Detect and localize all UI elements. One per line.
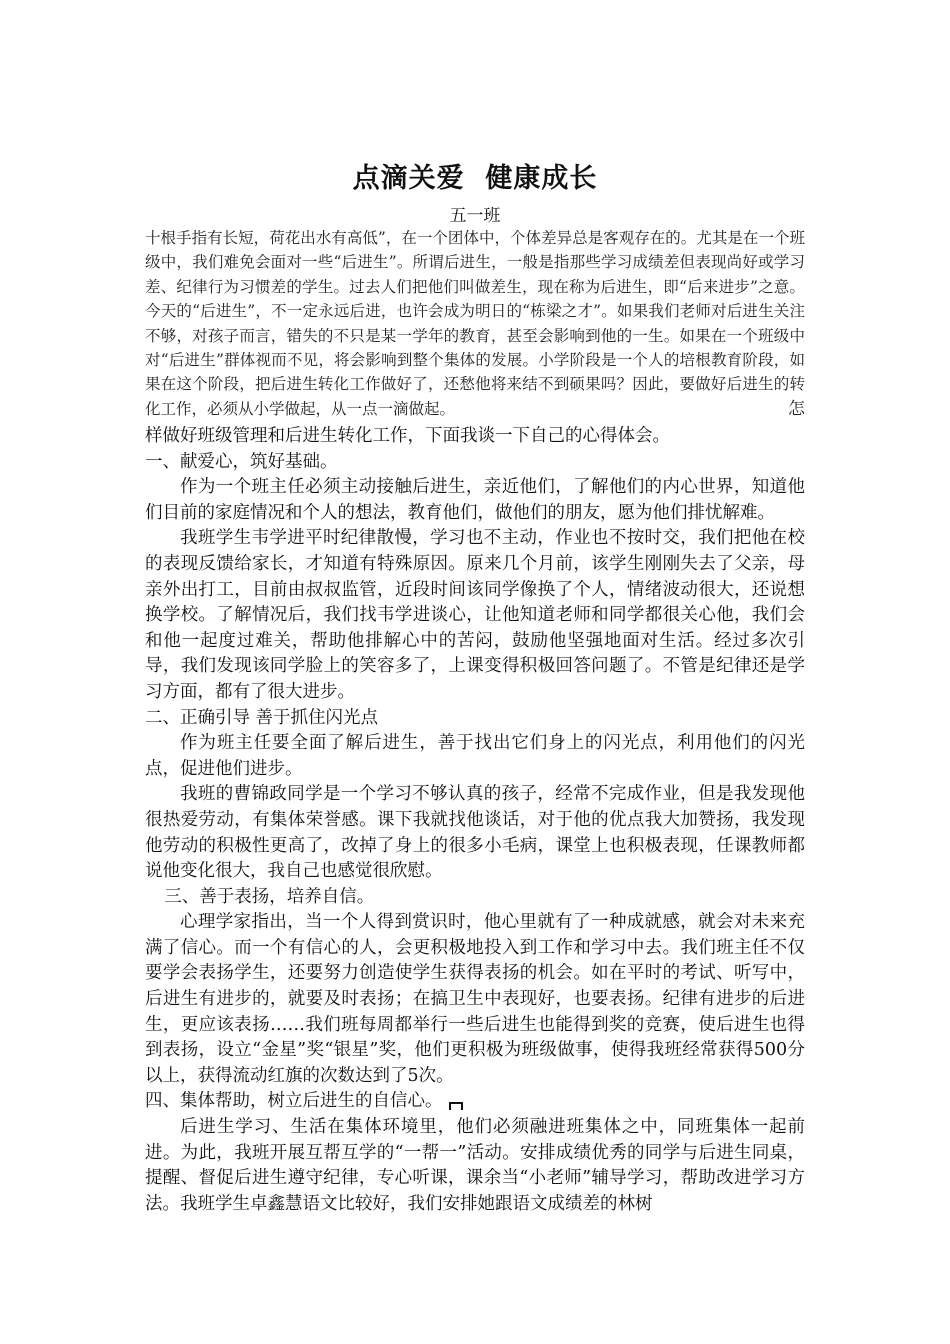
section-3-paragraph-1: 心理学家指出，当一个人得到赏识时，他心里就有了一种成就感，就会对未来充满了信心。而一个有信心的人，会更积极地投入到工作和学习中去。我们班主任不仅要学会表扬学生，还要努力创造使学生获得表扬的机会。如在平时的考试、听写中，后进生有进步的，就要及时表扬；在搞卫生中表现好，也要表扬。纪律有进步的后进生，更应该表扬……我们班每周都举行一些后进生也能得到奖的竞赛，使后进生也得到表扬，设立“金星”奖“银星”奖，他们更积极为班级做事，使得我班经常获得500分以上，获得流动红旗的次数达到了5次。	[145, 912, 805, 1086]
document-title: 点滴关爱 健康成长	[352, 163, 598, 194]
section-2-paragraph-2: 我班的曹锦政同学是一个学习不够认真的孩子，经常不完成作业，但是我发现他很热爱劳动，有集体荣誉感。课下我就找他谈话，对于他的优点我大加赞扬，我发现他劳动的积极性更高了，改掉了身上的很多小毛病，课堂上也积极表现，任课教师都说他变化很大，我自己也感觉很欣慰。	[145, 784, 805, 882]
editor-mark-icon	[449, 1102, 463, 1110]
document-body	[145, 424, 805, 1217]
section-1-paragraph-1: 作为一个班主任必须主动接触后进生，亲近他们，了解他们的内心世界，知道他们目前的家庭情况和个人的想法，教育他们，做他们的朋友，愿为他们排忧解难。	[145, 477, 805, 523]
class-name: 五一班	[449, 206, 501, 226]
section-2-paragraph-1: 作为班主任要全面了解后进生，善于找出它们身上的闪光点，利用他们的闪光点，促进他们进步。	[145, 733, 805, 779]
intro-tail: 怎	[788, 398, 805, 419]
section-1-heading: 一、献爱心，筑好基础。	[145, 451, 338, 472]
transition-line: 样做好班级管理和后进生转化工作，下面我谈一下自己的心得体会。	[145, 426, 670, 446]
section-4-heading-line	[145, 1089, 805, 1115]
section-1-paragraph-2: 我班学生韦学进平时纪律散慢，学习也不主动，作业也不按时交，我们把他在校的表现反馈给家长，才知道有特殊原因。原来几个月前，该学生刚刚失去了父亲，母亲外出打工，目前由叔叔监管，近段时间该同学像换了个人，情绪波动很大，还说想换学校。了解情况后，我们找韦学进谈心，让他知道老师和同学都很关心他，我们会和他一起度过难关，帮助他排解心中的苦闷，鼓励他坚强地面对生活。经过多次引导，我们发现该同学脸上的笑容多了，上课变得积极回答问题了。不管是纪律还是学习方面，都有了很大进步。	[145, 528, 805, 702]
section-2-heading: 二、正确引导 善于抓住闪光点	[145, 707, 379, 728]
intro-paragraph	[145, 226, 805, 421]
section-3-heading: 三、善于表扬，培养自信。	[164, 886, 375, 907]
section-4-heading: 四、集体帮助，树立后进生的自信心。	[145, 1091, 443, 1112]
intro-text: 十根手指有长短，荷花出水有高低”，在一个团体中，个体差异总是客观存在的。尤其是在一个班级中，我们难免会面对一些“后进生”。所谓后进生，一般是指那些学习成绩差但表现尚好或学习差、纪律行为习惯差的学生。过去人们把他们叫做差生，现在称为后进生，即“后来进步”之意。今天的“后进生”，不一定永远后进，也许会成为明日的“栋梁之才”。如果我们老师对后进生关注不够，对孩子而言，错失的不只是某一学年的教育，甚至会影响到他的一生。如果在一个班级中对“后进生”群体视而不见，将会影响到整个集体的发展。小学阶段是一个人的培根教育阶段，如果在这个阶段，把后进生转化工作做好了，还愁他将来结不到硕果吗？因此，要做好后进生的转化工作，必须从小学做起，从一点一滴做起。	[145, 229, 805, 418]
section-4-paragraph-1: 后进生学习、生活在集体环境里，他们必须融进班集体之中，同班集体一起前进。为此，我班开展互帮互学的“一帮一”活动。安排成绩优秀的同学与后进生同桌，提醒、督促后进生遵守纪律，专心听课，课余当“小老师”辅导学习，帮助改进学习方法。我班学生卓鑫慧语文比较好，我们安排她跟语文成绩差的林树	[145, 1117, 805, 1214]
